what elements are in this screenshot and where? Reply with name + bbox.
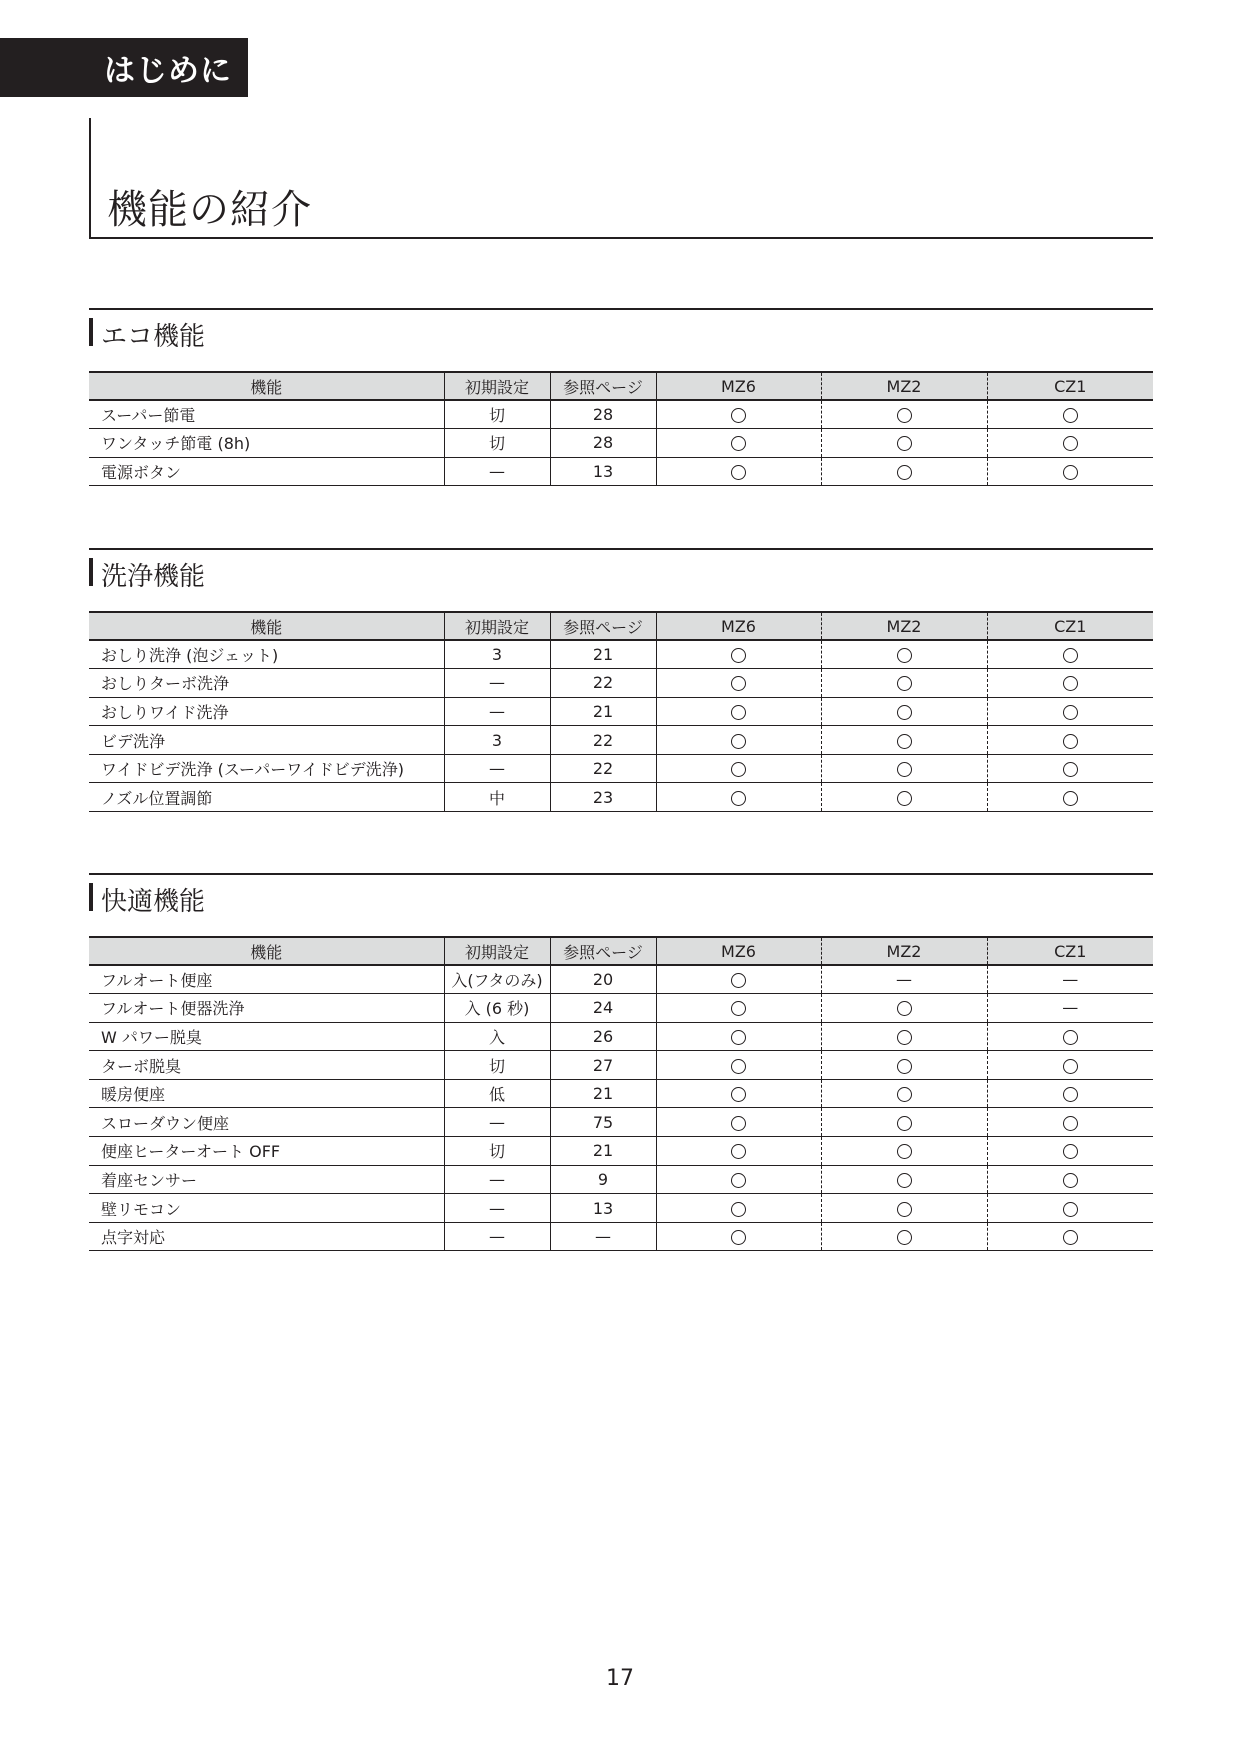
section <box>89 873 1153 1248</box>
column-header-model3: CZ1 <box>987 937 1153 965</box>
function-name-cell <box>89 400 444 429</box>
cz1-cell <box>987 1079 1153 1108</box>
default-setting-cell <box>444 1222 550 1251</box>
ref-page-cell <box>550 429 656 458</box>
function-name-cell <box>89 994 444 1023</box>
ref-page-cell <box>550 1108 656 1137</box>
ref-page-cell <box>550 1022 656 1051</box>
cell-text: 便座ヒーターオート OFF <box>101 1142 281 1162</box>
circle-icon <box>731 973 746 988</box>
table-row <box>89 754 1153 783</box>
circle-icon <box>897 1059 912 1074</box>
cell-text: 28 <box>592 405 614 425</box>
mz2-cell <box>821 640 987 669</box>
cell-text: — <box>489 1198 505 1218</box>
default-setting-cell <box>444 1165 550 1194</box>
cell-text: W パワー脱臭 <box>101 1027 202 1047</box>
cell-text: 暖房便座 <box>101 1085 166 1105</box>
mz2-cell <box>821 697 987 726</box>
cz1-cell <box>987 640 1153 669</box>
table-row <box>89 994 1153 1023</box>
cell-text: 9 <box>597 1169 609 1189</box>
cell-text: 22 <box>592 730 614 750</box>
default-setting-cell <box>444 965 550 994</box>
circle-icon <box>897 1087 912 1102</box>
default-setting-cell <box>444 726 550 755</box>
section-header <box>89 548 1153 590</box>
function-name-cell <box>89 1137 444 1166</box>
cell-text: — <box>489 1169 505 1189</box>
mz2-cell <box>821 965 987 994</box>
mz2-cell <box>821 783 987 812</box>
cell-text: 切 <box>488 1142 505 1162</box>
function-name-cell <box>89 754 444 783</box>
mz6-cell <box>656 754 821 783</box>
cz1-cell <box>987 1051 1153 1080</box>
cell-text: 入 <box>488 1027 505 1047</box>
cell-text: おしりターボ洗浄 <box>101 674 230 694</box>
cell-text: 13 <box>592 1198 614 1218</box>
circle-icon <box>731 436 746 451</box>
table-row <box>89 400 1153 429</box>
cell-text: 入 (6 秒) <box>464 999 530 1019</box>
cell-text: ビデ洗浄 <box>101 731 166 751</box>
cell-text: 20 <box>592 970 614 990</box>
section <box>89 308 1153 482</box>
circle-icon <box>897 648 912 663</box>
table-row <box>89 640 1153 669</box>
column-header-ref-page: 参照ページ <box>550 937 656 965</box>
mz6-cell <box>656 1051 821 1080</box>
table-row <box>89 965 1153 994</box>
circle-icon <box>897 1144 912 1159</box>
cell-text: おしり洗浄 (泡ジェット) <box>101 646 279 666</box>
table-row <box>89 1222 1153 1251</box>
cell-text: フルオート便座 <box>101 971 213 991</box>
function-name-cell <box>89 697 444 726</box>
mz6-cell <box>656 1108 821 1137</box>
function-name-cell <box>89 1108 444 1137</box>
function-name-cell <box>89 1022 444 1051</box>
circle-icon <box>1063 676 1078 691</box>
mz2-cell <box>821 1051 987 1080</box>
cz1-cell <box>987 1108 1153 1137</box>
column-header-ref-page: 参照ページ <box>550 612 656 640</box>
cell-text: ノズル位置調節 <box>101 788 213 808</box>
cell-text: ターボ脱臭 <box>101 1056 182 1076</box>
ref-page-cell <box>550 669 656 698</box>
default-setting-cell <box>444 1022 550 1051</box>
section-title: 快適機能 <box>101 887 206 917</box>
mz6-cell <box>656 1079 821 1108</box>
column-header-ref-page: 参照ページ <box>550 372 656 400</box>
function-name-cell <box>89 965 444 994</box>
column-header-default: 初期設定 <box>444 372 550 400</box>
column-header-function: 機能 <box>89 612 444 640</box>
page-number: 17 <box>606 1666 634 1691</box>
circle-icon <box>897 1202 912 1217</box>
availability-mark: — <box>1062 970 1079 990</box>
mz6-cell <box>656 1194 821 1223</box>
mz6-cell <box>656 669 821 698</box>
mz2-cell <box>821 669 987 698</box>
mz2-cell <box>821 400 987 429</box>
default-setting-cell <box>444 697 550 726</box>
mz2-cell <box>821 429 987 458</box>
cell-text: スローダウン便座 <box>101 1113 230 1133</box>
cell-text: 壁リモコン <box>101 1199 182 1219</box>
circle-icon <box>1063 436 1078 451</box>
table-row <box>89 1108 1153 1137</box>
column-header-model1: MZ6 <box>656 612 821 640</box>
mz2-cell <box>821 1108 987 1137</box>
cz1-cell <box>987 1194 1153 1223</box>
cell-text: — <box>489 461 505 481</box>
circle-icon <box>731 1202 746 1217</box>
circle-icon <box>731 762 746 777</box>
cell-text: 21 <box>592 1141 614 1161</box>
section-marker-bar <box>89 318 93 346</box>
default-setting-cell <box>444 783 550 812</box>
column-header-function: 機能 <box>89 372 444 400</box>
cell-text: ワイドビデ洗浄 (スーパーワイドビデ洗浄) <box>101 760 405 780</box>
circle-icon <box>897 1230 912 1245</box>
section-title: 洗浄機能 <box>101 562 206 592</box>
mz6-cell <box>656 783 821 812</box>
cell-text: 3 <box>491 645 503 665</box>
circle-icon <box>731 465 746 480</box>
feature-table <box>89 611 1153 812</box>
cz1-cell <box>987 1022 1153 1051</box>
circle-icon <box>731 734 746 749</box>
cell-text: 低 <box>488 1085 505 1105</box>
mz6-cell <box>656 726 821 755</box>
cell-text: — <box>489 1112 505 1132</box>
table-row <box>89 429 1153 458</box>
cz1-cell <box>987 1222 1153 1251</box>
mz6-cell <box>656 1165 821 1194</box>
circle-icon <box>1063 1230 1078 1245</box>
function-name-cell <box>89 669 444 698</box>
section-marker-bar <box>89 883 93 911</box>
cell-text: 点字対応 <box>101 1228 166 1248</box>
circle-icon <box>1063 1173 1078 1188</box>
circle-icon <box>897 408 912 423</box>
cell-text: おしりワイド洗浄 <box>101 702 229 722</box>
table-row <box>89 1051 1153 1080</box>
cz1-cell <box>987 429 1153 458</box>
circle-icon <box>731 791 746 806</box>
cell-text: 21 <box>592 1084 614 1104</box>
default-setting-cell <box>444 457 550 486</box>
ref-page-cell <box>550 1194 656 1223</box>
circle-icon <box>1063 734 1078 749</box>
table-header-row <box>89 372 1153 400</box>
circle-icon <box>1063 1059 1078 1074</box>
feature-table <box>89 371 1153 486</box>
ref-page-cell <box>550 965 656 994</box>
table-row <box>89 669 1153 698</box>
cell-text: 26 <box>592 1026 614 1046</box>
mz6-cell <box>656 429 821 458</box>
circle-icon <box>731 1087 746 1102</box>
function-name-cell <box>89 1222 444 1251</box>
ref-page-cell <box>550 754 656 783</box>
circle-icon <box>731 1030 746 1045</box>
table-row <box>89 1137 1153 1166</box>
cz1-cell <box>987 965 1153 994</box>
cz1-cell <box>987 1137 1153 1166</box>
function-name-cell <box>89 783 444 812</box>
table-row <box>89 1165 1153 1194</box>
mz6-cell <box>656 1137 821 1166</box>
cell-text: 切 <box>488 434 505 454</box>
table-header-row <box>89 612 1153 640</box>
table-row <box>89 457 1153 486</box>
cell-text: — <box>489 759 505 779</box>
ref-page-cell <box>550 994 656 1023</box>
mz2-cell <box>821 1194 987 1223</box>
mz6-cell <box>656 697 821 726</box>
circle-icon <box>1063 1116 1078 1131</box>
cz1-cell <box>987 994 1153 1023</box>
table-row <box>89 783 1153 812</box>
cell-text: — <box>595 1227 611 1247</box>
cell-text: 21 <box>592 701 614 721</box>
cell-text: 27 <box>592 1055 614 1075</box>
table-row <box>89 726 1153 755</box>
circle-icon <box>897 465 912 480</box>
availability-mark: — <box>1062 998 1079 1018</box>
circle-icon <box>1063 408 1078 423</box>
section-marker-bar <box>89 558 93 586</box>
mz6-cell <box>656 1222 821 1251</box>
cz1-cell <box>987 457 1153 486</box>
mz2-cell <box>821 726 987 755</box>
mz2-cell <box>821 1165 987 1194</box>
ref-page-cell <box>550 726 656 755</box>
table-row <box>89 1022 1153 1051</box>
column-header-default: 初期設定 <box>444 937 550 965</box>
column-header-default: 初期設定 <box>444 612 550 640</box>
circle-icon <box>897 1173 912 1188</box>
cell-text: 75 <box>592 1112 614 1132</box>
circle-icon <box>1063 1087 1078 1102</box>
cell-text: 23 <box>592 787 614 807</box>
function-name-cell <box>89 1051 444 1080</box>
cell-text: 24 <box>592 998 614 1018</box>
table-row <box>89 1079 1153 1108</box>
circle-icon <box>731 1059 746 1074</box>
default-setting-cell <box>444 1108 550 1137</box>
default-setting-cell <box>444 994 550 1023</box>
circle-icon <box>1063 705 1078 720</box>
default-setting-cell <box>444 669 550 698</box>
mz2-cell <box>821 457 987 486</box>
circle-icon <box>1063 648 1078 663</box>
default-setting-cell <box>444 1137 550 1166</box>
ref-page-cell <box>550 1137 656 1166</box>
cell-text: フルオート便器洗浄 <box>101 999 245 1019</box>
circle-icon <box>731 1230 746 1245</box>
cell-text: — <box>489 673 505 693</box>
circle-icon <box>731 408 746 423</box>
mz6-cell <box>656 400 821 429</box>
column-header-function: 機能 <box>89 937 444 965</box>
circle-icon <box>897 1001 912 1016</box>
mz2-cell <box>821 1137 987 1166</box>
chapter-tab <box>0 38 248 97</box>
table-row <box>89 697 1153 726</box>
circle-icon <box>731 676 746 691</box>
section-title: エコ機能 <box>101 322 206 352</box>
column-header-model1: MZ6 <box>656 372 821 400</box>
cz1-cell <box>987 754 1153 783</box>
column-header-model2: MZ2 <box>821 937 987 965</box>
circle-icon <box>1063 465 1078 480</box>
column-header-model2: MZ2 <box>821 372 987 400</box>
cell-text: — <box>489 701 505 721</box>
mz2-cell <box>821 754 987 783</box>
section <box>89 548 1153 808</box>
ref-page-cell <box>550 697 656 726</box>
section-header <box>89 308 1153 350</box>
cell-text: 切 <box>488 406 505 426</box>
function-name-cell <box>89 457 444 486</box>
cz1-cell <box>987 726 1153 755</box>
cz1-cell <box>987 783 1153 812</box>
circle-icon <box>1063 762 1078 777</box>
cz1-cell <box>987 400 1153 429</box>
mz6-cell <box>656 640 821 669</box>
title-block <box>89 118 1153 239</box>
default-setting-cell <box>444 1079 550 1108</box>
ref-page-cell <box>550 457 656 486</box>
circle-icon <box>897 1030 912 1045</box>
function-name-cell <box>89 1079 444 1108</box>
mz6-cell <box>656 1022 821 1051</box>
column-header-model1: MZ6 <box>656 937 821 965</box>
default-setting-cell <box>444 640 550 669</box>
mz6-cell <box>656 457 821 486</box>
cell-text: ワンタッチ節電 (8h) <box>101 434 251 454</box>
circle-icon <box>897 436 912 451</box>
circle-icon <box>897 734 912 749</box>
circle-icon <box>1063 791 1078 806</box>
availability-mark: — <box>896 970 912 990</box>
circle-icon <box>1063 1144 1078 1159</box>
function-name-cell <box>89 640 444 669</box>
ref-page-cell <box>550 783 656 812</box>
circle-icon <box>1063 1202 1078 1217</box>
cell-text: 21 <box>592 645 614 665</box>
column-header-model3: CZ1 <box>987 612 1153 640</box>
section-header <box>89 873 1153 915</box>
cell-text: 電源ボタン <box>101 462 182 482</box>
circle-icon <box>731 648 746 663</box>
cell-text: 22 <box>592 759 614 779</box>
circle-icon <box>731 1116 746 1131</box>
circle-icon <box>897 791 912 806</box>
table-row <box>89 1194 1153 1223</box>
column-header-model2: MZ2 <box>821 612 987 640</box>
cell-text: 入(フタのみ) <box>451 971 543 991</box>
circle-icon <box>1063 1030 1078 1045</box>
circle-icon <box>731 705 746 720</box>
cell-text: 28 <box>592 433 614 453</box>
circle-icon <box>897 705 912 720</box>
cell-text: 着座センサー <box>101 1170 198 1190</box>
cell-text: スーパー節電 <box>101 406 196 426</box>
default-setting-cell <box>444 1051 550 1080</box>
ref-page-cell <box>550 400 656 429</box>
circle-icon <box>897 762 912 777</box>
ref-page-cell <box>550 640 656 669</box>
ref-page-cell <box>550 1079 656 1108</box>
circle-icon <box>731 1173 746 1188</box>
mz6-cell <box>656 994 821 1023</box>
function-name-cell <box>89 726 444 755</box>
mz2-cell <box>821 994 987 1023</box>
circle-icon <box>897 676 912 691</box>
function-name-cell <box>89 1165 444 1194</box>
cell-text: 切 <box>488 1056 505 1076</box>
default-setting-cell <box>444 754 550 783</box>
cell-text: 22 <box>592 673 614 693</box>
circle-icon <box>731 1144 746 1159</box>
mz6-cell <box>656 965 821 994</box>
feature-table <box>89 936 1153 1251</box>
chapter-tab-label: はじめに <box>104 53 232 89</box>
function-name-cell <box>89 429 444 458</box>
circle-icon <box>897 1116 912 1131</box>
ref-page-cell <box>550 1051 656 1080</box>
circle-icon <box>731 1001 746 1016</box>
page-title: 機能の紹介 <box>107 187 312 233</box>
default-setting-cell <box>444 1194 550 1223</box>
function-name-cell <box>89 1194 444 1223</box>
mz2-cell <box>821 1022 987 1051</box>
cell-text: 中 <box>488 788 505 808</box>
ref-page-cell <box>550 1165 656 1194</box>
cz1-cell <box>987 1165 1153 1194</box>
cell-text: 13 <box>592 461 614 481</box>
default-setting-cell <box>444 429 550 458</box>
mz2-cell <box>821 1079 987 1108</box>
default-setting-cell <box>444 400 550 429</box>
column-header-model3: CZ1 <box>987 372 1153 400</box>
cz1-cell <box>987 697 1153 726</box>
table-header-row <box>89 937 1153 965</box>
cell-text: — <box>489 1227 505 1247</box>
cell-text: 3 <box>491 730 503 750</box>
ref-page-cell <box>550 1222 656 1251</box>
mz2-cell <box>821 1222 987 1251</box>
cz1-cell <box>987 669 1153 698</box>
